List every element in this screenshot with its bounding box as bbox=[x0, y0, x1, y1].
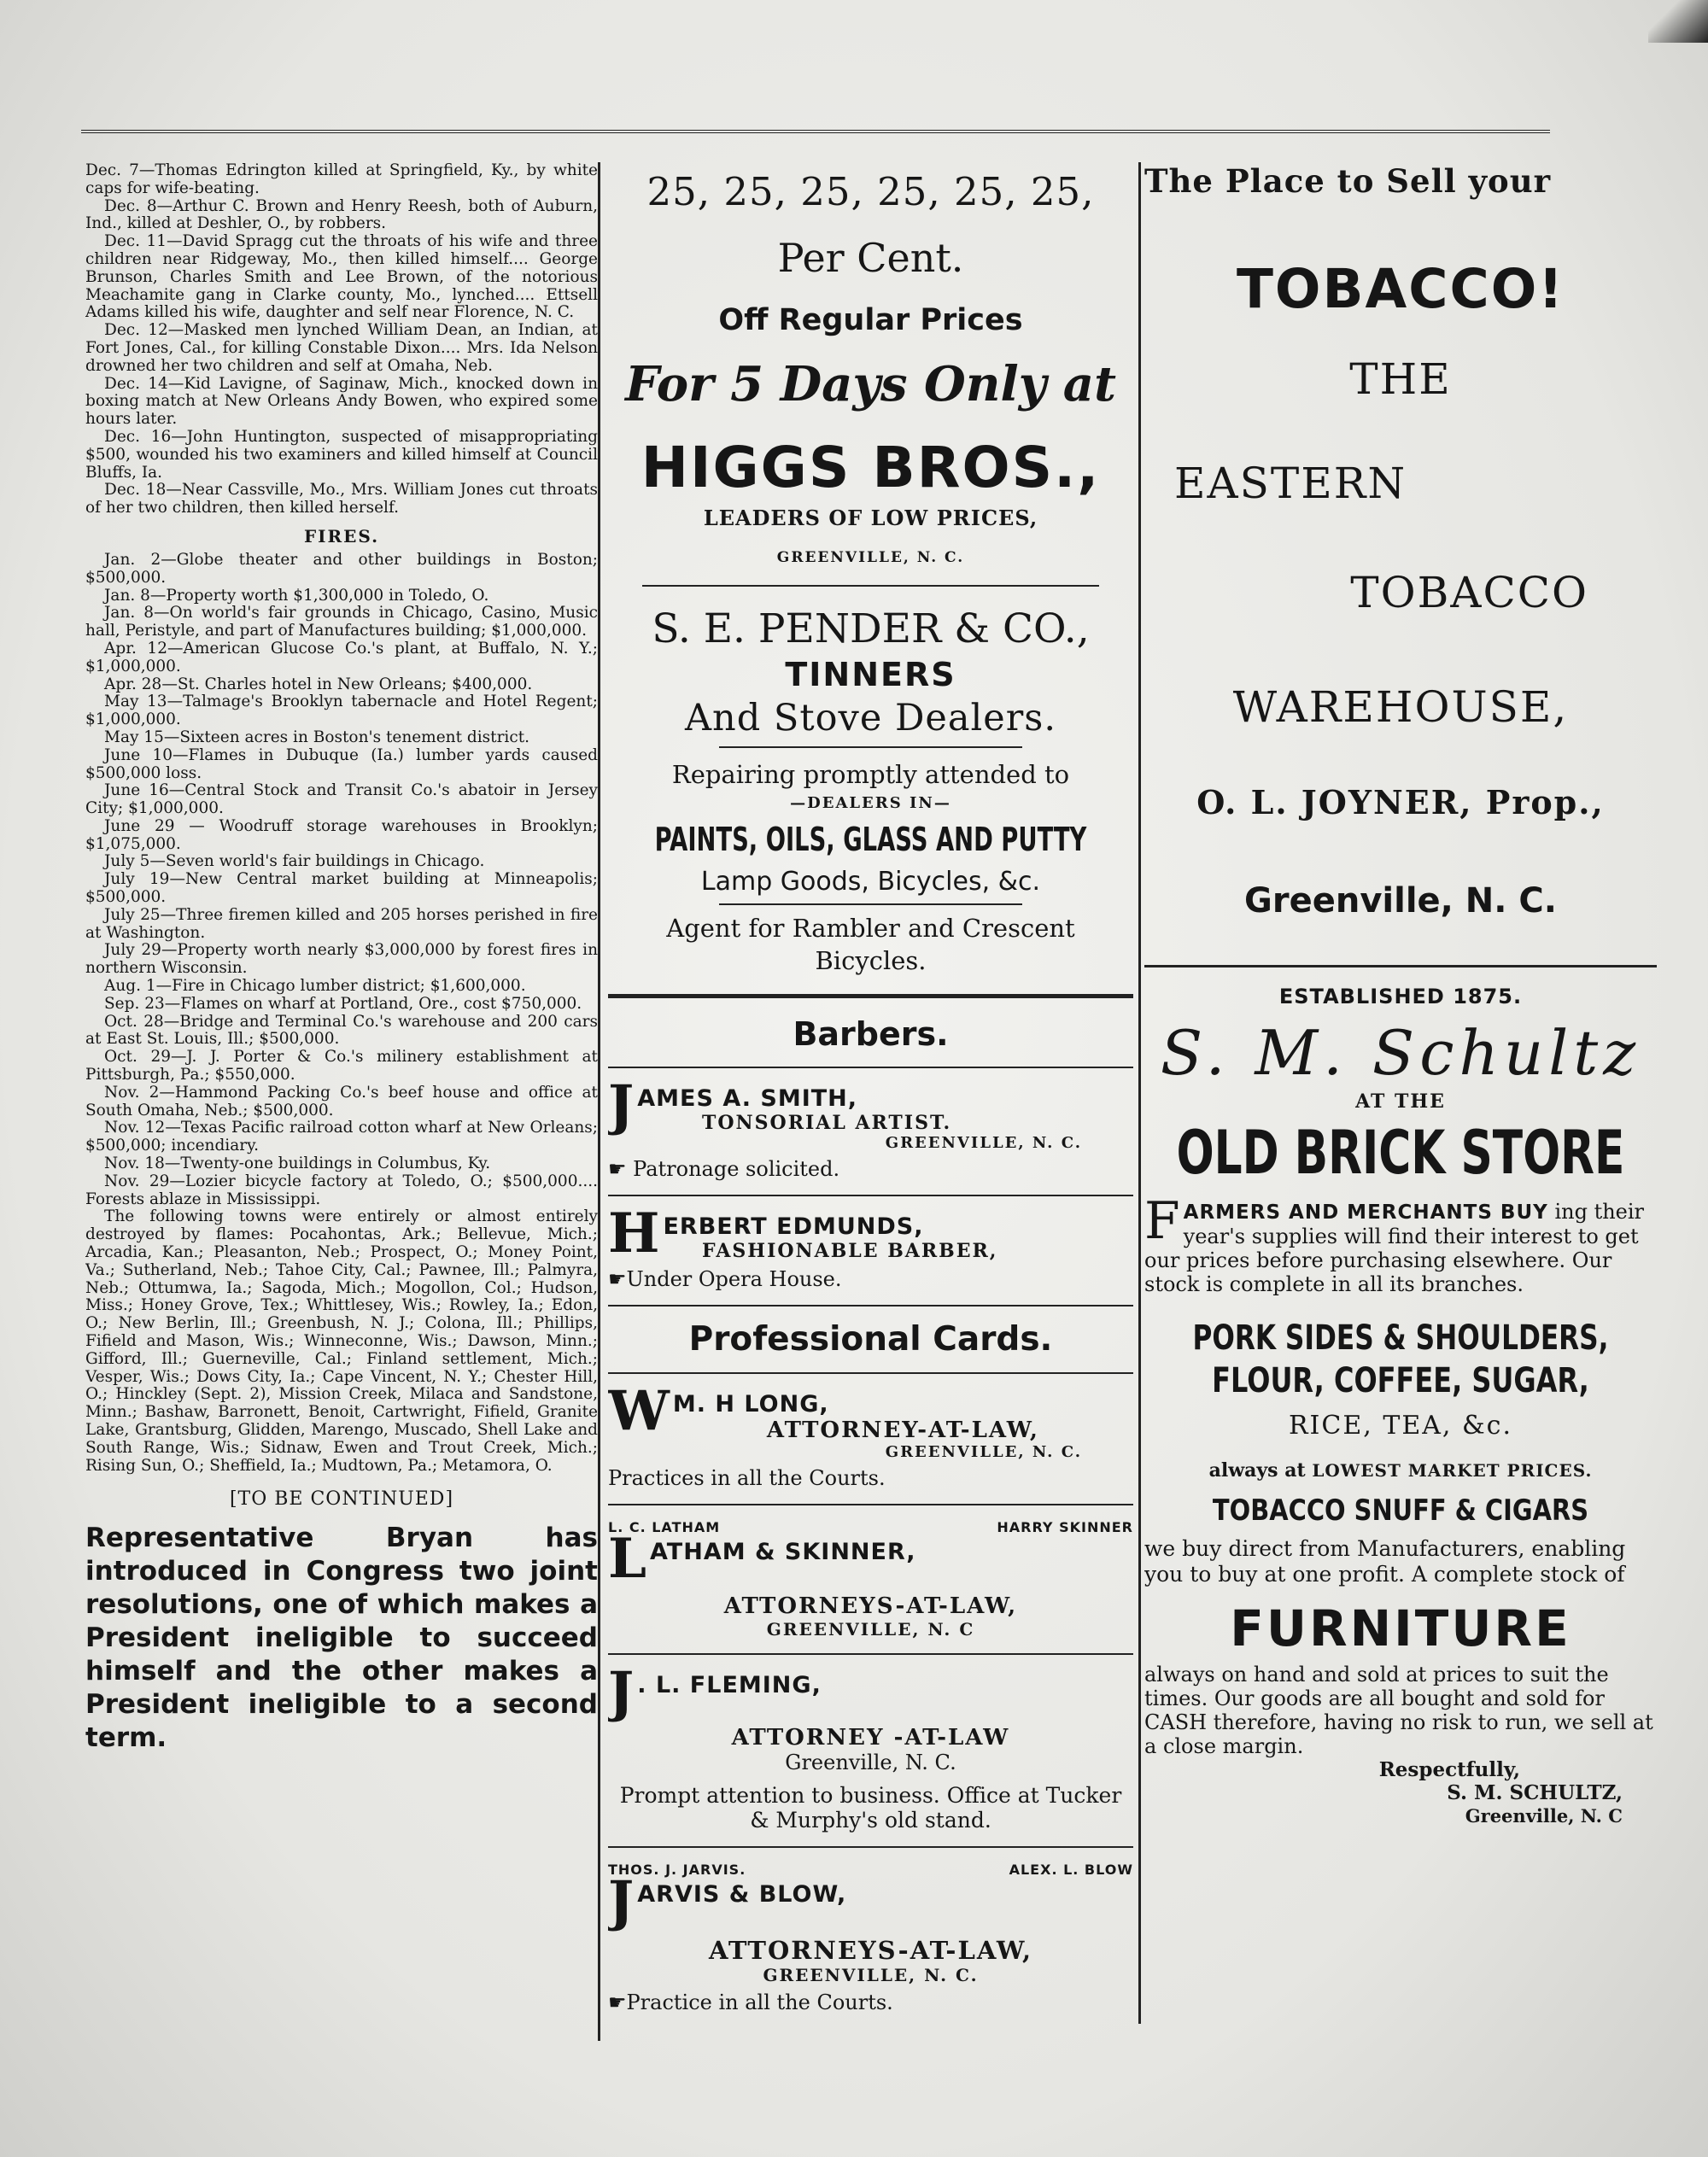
drop-cap: J bbox=[608, 1869, 635, 1933]
divider bbox=[608, 1305, 1133, 1306]
greenville-location: Greenville, N. C. bbox=[1244, 881, 1557, 921]
flour-coffee: FLOUR, COFFEE, SUGAR, bbox=[1212, 1361, 1589, 1400]
tobacco-headline: TOBACCO! bbox=[1236, 258, 1565, 320]
jarvis-card bbox=[608, 1862, 1133, 2014]
divider bbox=[608, 1846, 1133, 1848]
stove-dealers: And Stove Dealers. bbox=[684, 697, 1057, 739]
always-lowest bbox=[1144, 1459, 1657, 1482]
fire-item: July 5—Seven world's fair buildings in Chicago. bbox=[104, 852, 485, 871]
off-regular-prices: Off Regular Prices bbox=[718, 303, 1023, 337]
farmers-text: ing their year's supplies will find their interest to get our prices before purchasing elsewhere. Our stock is complete in all its branches. bbox=[1144, 1200, 1645, 1296]
card-note: ☛Under Opera House. bbox=[608, 1267, 842, 1291]
fire-item: June 29 — Woodruff storage warehouses in Brooklyn; $1,075,000. bbox=[85, 816, 598, 853]
place-to-sell: The Place to Sell your bbox=[1144, 162, 1552, 200]
card-name: AMES A. SMITH, bbox=[637, 1085, 858, 1112]
fire-item: Apr. 12—American Glucose Co.'s plant, at Buffalo, N. Y.; $1,000,000. bbox=[85, 639, 598, 675]
tinners: TINNERS bbox=[785, 656, 956, 693]
card-location: GREENVILLE, N. C. bbox=[885, 1443, 1082, 1461]
bryan-article: Representative Bryan has introduced in Congress two joint resolutions, one of which makes a President ineligible to succeed himself and the other makes a President ineligible to a second term. bbox=[85, 1523, 598, 1754]
signature-name: S. M. SCHULTZ, bbox=[1447, 1781, 1623, 1804]
eastern-word: EASTERN bbox=[1174, 459, 1407, 508]
paints-oils-line: PAINTS, OILS, GLASS AND PUTTY bbox=[654, 821, 1087, 858]
partner-left: THOS. J. JARVIS. bbox=[608, 1862, 746, 1878]
crime-item: Dec. 12—Masked men lynched William Dean, an Indian, at Fort Jones, Cal., for killing Constable Dixon.... Mrs. Ida Nelson drowned her two children and self at Omaha, Neb. bbox=[85, 321, 598, 375]
lowest-market-prices: LOWEST MARKET PRICES. bbox=[1312, 1460, 1593, 1481]
page-corner-shadow bbox=[1648, 0, 1708, 43]
drop-cap: J bbox=[608, 1073, 635, 1137]
card-note: ☛Practice in all the Courts. bbox=[608, 1990, 893, 2014]
fire-item: July 29—Property worth nearly $3,000,000 by forest fires in northern Wisconsin. bbox=[85, 941, 598, 978]
warehouse-word: WAREHOUSE, bbox=[1232, 682, 1569, 732]
partner-names bbox=[608, 1519, 1133, 1535]
leaders-of-low-prices: LEADERS OF LOW PRICES, bbox=[703, 506, 1038, 530]
fleming-card bbox=[608, 1660, 1133, 1833]
signature-block bbox=[1144, 1758, 1657, 1827]
pork-sides: PORK SIDES & SHOULDERS, bbox=[1192, 1318, 1609, 1358]
respectfully: Respectfully, bbox=[1378, 1758, 1520, 1781]
top-rule bbox=[81, 130, 1550, 133]
partner-right: ALEX. L. BLOW bbox=[1009, 1862, 1133, 1878]
card-location: Greenville, N. C. bbox=[785, 1751, 956, 1774]
fire-item: Apr. 28—St. Charles hotel in New Orleans; $400,000. bbox=[104, 675, 533, 693]
fire-item: July 25—Three firemen killed and 205 horses perished in fire at Washington. bbox=[85, 905, 598, 942]
fire-item: Nov. 18—Twenty-one buildings in Columbus, Ky. bbox=[104, 1154, 491, 1173]
divider bbox=[608, 1653, 1133, 1655]
fire-item: May 13—Talmage's Brooklyn tabernacle and Hotel Regent; $1,000,000. bbox=[85, 693, 598, 729]
to-be-continued: [TO BE CONTINUED] bbox=[229, 1488, 454, 1511]
old-brick-store: OLD BRICK STORE bbox=[1176, 1118, 1625, 1188]
fire-item: Sep. 23—Flames on wharf at Portland, Ore., cost $750,000. bbox=[104, 994, 582, 1013]
fire-item: Jan. 2—Globe theater and other buildings in Boston; $500,000. bbox=[85, 550, 598, 587]
fire-item: June 16—Central Stock and Transit Co.'s abatoir in Jersey City; $1,000,000. bbox=[85, 781, 598, 818]
crime-item: Dec. 7—Thomas Edrington killed at Springfield, Ky., by white caps for wife-beating. bbox=[85, 162, 598, 197]
higgs-bros-title: HIGGS BROS., bbox=[640, 435, 1101, 500]
drop-cap: H bbox=[608, 1201, 660, 1266]
divider bbox=[608, 1067, 1133, 1068]
fire-item: Oct. 29—J. J. Porter & Co.'s milinery establishment at Pittsburgh, Pa.; $550,000. bbox=[85, 1048, 598, 1084]
card-location: GREENVILLE, N. C bbox=[766, 1619, 975, 1640]
crime-item: Dec. 11—David Spragg cut the throats of his wife and three children near Ridgeway, Mo., then killed himself.... George Brunson, Charles Smith and Lee Brown, of the notorious Meachamite gang in Clarke county, Mo., lynched.... Ettsell Adams killed his wife, daughter and self near Florence, N. C. bbox=[85, 232, 598, 322]
per-cent: Per Cent. bbox=[777, 235, 964, 281]
dealers-in: —DEALERS IN— bbox=[790, 794, 951, 812]
fires-list bbox=[85, 552, 598, 1475]
fire-item: The following towns were entirely or almost entirely destroyed by flames: Pocahontas, Ark.; Bellevue, Mich.; Arcadia, Kan.; Pleasanton, Neb.; Prospect, O.; Money Point, Va.; Sutherland, Neb.; Tahoe City, Cal.; Pawnee, Ill.; Palmyra, Neb.; Ottumwa, Ia.; Sagoda, Mich.; Mogollon, Col.; Hudson, Miss.; Honey Grove, Tex.; Whittlesey, Wis.; Rowley, Ia.; Edon, O.; New Berlin, Ill.; Greenbush, N. J.; Colona, Ill.; Phillips, Fifield and Mason, Wis.; Winneconne, Wis.; Dawson, Minn.; Gifford, Ill.; Guerneville, Cal.; Finland settlement, Mich.; Vesper, Wis.; Dows City, Ia.; Cape Vincent, N. Y.; Chester Hill, O.; Hinckley (Sept. 2), Mission Creek, Milaca and Sandstone, Minn.; Bashaw, Barronett, Benoit, Cartwright, Fifield, Granite Lake, Grantsburg, Glidden, Marengo, Muscado, Shell Lake and South Range, Wis.; Sidnaw, Ewen and Trout Creek, Mich.; Rising Sun, O.; Sheffield, Ia.; Mudtown, Pa.; Metamora, O. bbox=[85, 1207, 598, 1475]
card-location: GREENVILLE, N. C. bbox=[885, 1134, 1082, 1152]
higgs-location: GREENVILLE, N. C. bbox=[776, 549, 965, 566]
on-hand-text: always on hand and sold at prices to suit the times. Our goods are all bought and sold for CASH therefore, having no risk to run, we sell at a close margin. bbox=[1144, 1663, 1653, 1758]
fire-item: Nov. 29—Lozier bicycle factory at Toledo, O.; $500,000.... Forests ablaze in Mississippi. bbox=[85, 1172, 598, 1208]
crime-item: Dec. 16—John Huntington, suspected of misappropriating $500, wounded his two examiners and killed himself at Council Bluffs, Ia. bbox=[85, 427, 598, 482]
card-note: ☛ Patronage solicited. bbox=[608, 1157, 840, 1181]
smith-card bbox=[608, 1073, 1133, 1181]
card-title: FASHIONABLE BARBER, bbox=[702, 1240, 998, 1262]
fire-item: Jan. 8—On world's fair grounds in Chicago, Casino, Music hall, Peristyle, and part of Manufactures building; $1,000,000. bbox=[85, 604, 598, 640]
divider bbox=[719, 746, 1022, 748]
card-name: M. H LONG, bbox=[672, 1391, 829, 1418]
column-rule-1 bbox=[598, 162, 600, 2041]
divider bbox=[719, 903, 1022, 905]
fire-item: Oct. 28—Bridge and Terminal Co.'s warehouse and 200 cars at East St. Louis, Ill.; $500,000. bbox=[85, 1012, 598, 1049]
fires-heading: FIRES. bbox=[303, 525, 380, 547]
furniture-headline: FURNITURE bbox=[1230, 1599, 1571, 1657]
established-line: ESTABLISHED 1875. bbox=[1278, 985, 1523, 1008]
divider-thick bbox=[608, 994, 1133, 998]
percent-row: 25, 25, 25, 25, 25, 25, bbox=[646, 169, 1095, 214]
agent-line: Agent for Rambler and Crescent Bicycles. bbox=[666, 914, 1075, 975]
crime-item: Dec. 14—Kid Lavigne, of Saginaw, Mich., knocked down in boxing match at New Orleans Andy Bowen, who expired some hours later. bbox=[85, 374, 598, 429]
rice-tea: RICE, TEA, &c. bbox=[1288, 1411, 1513, 1441]
fire-item: July 19—New Central market building at Minneapolis; $500,000. bbox=[85, 870, 598, 907]
divider bbox=[1144, 965, 1657, 967]
partner-left: L. C. LATHAM bbox=[608, 1519, 721, 1535]
schultz-script: S. M. Schultz bbox=[1160, 1017, 1641, 1089]
fire-item: May 15—Sixteen acres in Boston's tenement district. bbox=[104, 728, 530, 746]
crime-item: Dec. 18—Near Cassville, Mo., Mrs. William Jones cut throats of her two children, then killed herself. bbox=[85, 481, 598, 517]
fire-item: June 10—Flames in Dubuque (Ia.) lumber yards caused $500,000 loss. bbox=[85, 745, 598, 782]
tobacco-word: TOBACCO bbox=[1350, 568, 1588, 617]
edmunds-card bbox=[608, 1201, 1133, 1291]
at-the: AT THE bbox=[1355, 1090, 1446, 1113]
farmers-paragraph bbox=[1144, 1191, 1657, 1296]
farmers-caps: ARMERS AND MERCHANTS BUY bbox=[1183, 1201, 1548, 1224]
drop-cap: W bbox=[608, 1379, 670, 1443]
divider bbox=[642, 585, 1099, 587]
professional-cards-heading: Professional Cards. bbox=[688, 1320, 1053, 1359]
signature-place: Greenville, N. C bbox=[1465, 1805, 1623, 1827]
card-note: Practices in all the Courts. bbox=[608, 1466, 886, 1490]
repairing-line: Repairing promptly attended to bbox=[671, 760, 1070, 789]
card-note: Prompt attention to business. Office at Tucker & Murphy's old stand. bbox=[619, 1783, 1122, 1833]
fire-item: Nov. 12—Texas Pacific railroad cotton wharf at New Orleans; $500,000; incendiary. bbox=[85, 1119, 598, 1155]
always-word: always at bbox=[1208, 1459, 1306, 1482]
card-name: ERBERT EDMUNDS, bbox=[663, 1213, 924, 1240]
news-column bbox=[85, 162, 598, 2058]
buy-direct: we buy direct from Manufacturers, enabling you to buy at one profit. A complete stock of bbox=[1144, 1536, 1626, 1587]
fire-item: Jan. 8—Property worth $1,300,000 in Toledo, O. bbox=[104, 586, 489, 605]
pender-title: S. E. PENDER & CO., bbox=[652, 605, 1090, 652]
divider bbox=[608, 1372, 1133, 1374]
the-word: THE bbox=[1349, 354, 1452, 404]
card-name: ARVIS & BLOW, bbox=[637, 1881, 847, 1908]
card-title: TONSORIAL ARTIST. bbox=[702, 1112, 952, 1134]
fire-item: Aug. 1—Fire in Chicago lumber district; $1,600,000. bbox=[104, 977, 526, 996]
five-days-only: For 5 Days Only at bbox=[625, 356, 1116, 412]
long-card bbox=[608, 1379, 1133, 1490]
crime-item: Dec. 8—Arthur C. Brown and Henry Reesh, both of Auburn, Ind., killed at Deshler, O., by robbers. bbox=[85, 196, 598, 233]
card-name: ATHAM & SKINNER, bbox=[650, 1539, 916, 1565]
barbers-heading: Barbers. bbox=[793, 1015, 949, 1053]
drop-cap: L bbox=[608, 1527, 646, 1591]
tobacco-snuff-cigars: TOBACCO SNUFF & CIGARS bbox=[1212, 1494, 1589, 1528]
card-title: ATTORNEY -AT-LAW bbox=[731, 1725, 1010, 1751]
joyner-prop: O. L. JOYNER, Prop., bbox=[1196, 783, 1605, 821]
divider bbox=[608, 1504, 1133, 1505]
drop-cap: J bbox=[608, 1660, 635, 1724]
fire-item: Nov. 2—Hammond Packing Co.'s beef house and office at South Omaha, Neb.; $500,000. bbox=[85, 1083, 598, 1119]
partner-right: HARRY SKINNER bbox=[997, 1519, 1133, 1535]
lamp-goods: Lamp Goods, Bicycles, &c. bbox=[700, 867, 1041, 897]
card-name: . L. FLEMING, bbox=[637, 1672, 822, 1698]
card-title: ATTORNEY-AT-LAW, bbox=[766, 1418, 1039, 1443]
latham-card bbox=[608, 1519, 1133, 1640]
card-title: ATTORNEYS-AT-LAW, bbox=[708, 1936, 1033, 1965]
ads-column-center bbox=[608, 162, 1133, 2058]
ads-column-right bbox=[1144, 162, 1657, 2058]
column-rule-2 bbox=[1138, 162, 1141, 2024]
card-location: GREENVILLE, N. C. bbox=[763, 1965, 979, 1985]
drop-cap: F bbox=[1144, 1191, 1180, 1251]
card-title: ATTORNEYS-AT-LAW, bbox=[723, 1593, 1018, 1619]
partner-names bbox=[608, 1862, 1133, 1878]
divider bbox=[608, 1195, 1133, 1196]
crimes-list bbox=[85, 162, 598, 517]
